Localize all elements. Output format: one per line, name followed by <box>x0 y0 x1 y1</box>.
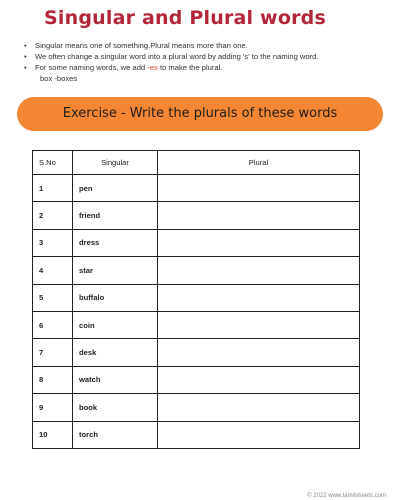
row-number: 5 <box>33 284 73 311</box>
plural-answer-cell[interactable] <box>158 366 360 393</box>
plural-answer-cell[interactable] <box>158 339 360 366</box>
example-text: box -boxes <box>40 74 78 83</box>
note-text: We often change a singular word into a plural word by adding 's' to the naming word. <box>35 52 319 61</box>
singular-word: watch <box>73 366 158 393</box>
row-number: 2 <box>33 202 73 229</box>
singular-word: buffalo <box>73 284 158 311</box>
row-number: 6 <box>33 311 73 338</box>
plural-answer-cell[interactable] <box>158 257 360 284</box>
page-title: Singular and Plural words <box>44 7 326 29</box>
row-number: 10 <box>33 421 73 448</box>
plural-answer-cell[interactable] <box>158 202 360 229</box>
singular-word: dress <box>73 229 158 256</box>
row-number: 9 <box>33 394 73 421</box>
row-number: 3 <box>33 229 73 256</box>
note-text-end: to make the plural. <box>157 63 223 72</box>
singular-word: star <box>73 257 158 284</box>
singular-word: desk <box>73 339 158 366</box>
row-number: 4 <box>33 257 73 284</box>
table-row <box>33 284 360 311</box>
singular-word: pen <box>73 175 158 202</box>
note-text: Singular means one of something.Plural means more than one. <box>35 41 248 50</box>
row-number: 7 <box>33 339 73 366</box>
plural-answer-cell[interactable] <box>158 284 360 311</box>
table-row <box>33 311 360 338</box>
table-row <box>33 229 360 256</box>
note-item <box>24 62 384 73</box>
exercise-banner: Exercise - Write the plurals of these words <box>17 97 383 131</box>
singular-word: friend <box>73 202 158 229</box>
plural-answer-cell[interactable] <box>158 394 360 421</box>
note-highlight: -es <box>147 63 158 72</box>
table-row <box>33 366 360 393</box>
singular-word: coin <box>73 311 158 338</box>
table-row <box>33 202 360 229</box>
table-row <box>33 339 360 366</box>
bullet-icon: • <box>24 63 27 72</box>
note-item <box>24 51 384 62</box>
copyright-footer: © 2022 www.tamilsheets.com <box>307 493 386 499</box>
plural-answer-cell[interactable] <box>158 175 360 202</box>
header-plural: Plural <box>158 151 360 175</box>
header-singular: Singular <box>73 151 158 175</box>
row-number: 8 <box>33 366 73 393</box>
table-row <box>33 257 360 284</box>
table-row <box>33 394 360 421</box>
row-number: 1 <box>33 175 73 202</box>
singular-word: torch <box>73 421 158 448</box>
bullet-icon: • <box>24 52 27 61</box>
plural-answer-cell[interactable] <box>158 229 360 256</box>
table-row <box>33 175 360 202</box>
header-sno: S.No <box>33 151 73 175</box>
plural-answer-cell[interactable] <box>158 311 360 338</box>
table-header-row <box>33 151 360 175</box>
note-item <box>24 40 384 51</box>
plurals-table <box>32 150 360 449</box>
plural-answer-cell[interactable] <box>158 421 360 448</box>
singular-word: book <box>73 394 158 421</box>
notes-list <box>24 40 384 73</box>
table-row <box>33 421 360 448</box>
bullet-icon: • <box>24 41 27 50</box>
note-text: For some naming words, we add <box>35 63 148 72</box>
